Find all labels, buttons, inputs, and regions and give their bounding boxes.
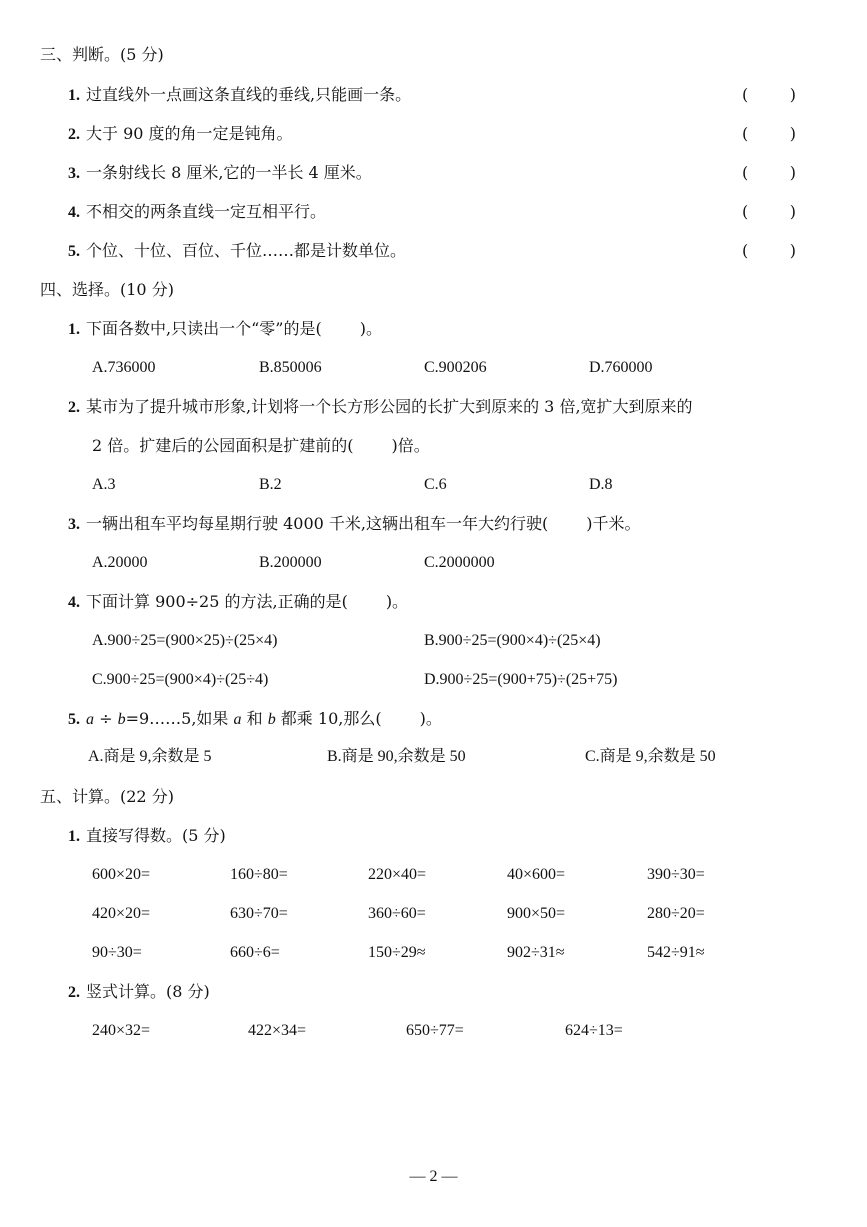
oral-calc-item[interactable]: 150÷29≈	[368, 944, 426, 961]
option-d[interactable]: D.8	[589, 476, 613, 493]
option-c[interactable]: C.2000000	[424, 554, 495, 571]
judge-item-1	[68, 84, 411, 107]
paren-open: (	[742, 202, 749, 221]
oral-calc-item[interactable]: 160÷80=	[230, 866, 288, 883]
operator: ÷	[94, 709, 118, 728]
variable-a: a	[233, 711, 242, 728]
oral-calc-item[interactable]: 90÷30=	[92, 944, 142, 961]
judge-item-5	[68, 240, 406, 263]
item-number: 3.	[68, 516, 80, 533]
oral-calc-item[interactable]: 660÷6=	[230, 944, 280, 961]
calc-q1-title	[68, 825, 226, 848]
question-text: 2 倍。扩建后的公园面积是扩建前的(	[92, 436, 354, 455]
question-text-end: )千米。	[586, 514, 641, 533]
variable-a: a	[86, 711, 94, 728]
option-c[interactable]: C.6	[424, 476, 447, 493]
question-text: 下面各数中,只读出一个“零”的是(	[86, 319, 322, 338]
choice-q2	[68, 396, 693, 419]
vertical-calc-item[interactable]: 650÷77=	[406, 1022, 464, 1039]
paren-close: )	[789, 202, 796, 221]
item-text: 一条射线长 8 厘米,它的一半长 4 厘米。	[86, 163, 372, 182]
option-a[interactable]: A.商是 9,余数是 5	[88, 748, 212, 765]
question-text: 和	[241, 709, 268, 728]
option-b[interactable]: B.商是 90,余数是 50	[327, 748, 466, 765]
oral-calc-item[interactable]: 280÷20=	[647, 905, 705, 922]
option-c[interactable]: C.900206	[424, 359, 487, 376]
oral-calc-item[interactable]: 600×20=	[92, 866, 151, 883]
choice-q4	[68, 591, 408, 614]
paren-open: (	[742, 163, 749, 182]
oral-calc-item[interactable]: 900×50=	[507, 905, 566, 922]
oral-calc-item[interactable]: 902÷31≈	[507, 944, 565, 961]
item-text: 过直线外一点画这条直线的垂线,只能画一条。	[86, 85, 412, 104]
item-number: 4.	[68, 204, 80, 221]
item-number: 5.	[68, 243, 80, 260]
page-number: — 2 —	[409, 1168, 458, 1185]
item-number: 1.	[68, 828, 80, 845]
option-b[interactable]: B.850006	[259, 359, 322, 376]
variable-b: b	[117, 711, 126, 728]
option-c[interactable]: C.900÷25=(900×4)÷(25÷4)	[92, 671, 269, 688]
item-number: 5.	[68, 711, 80, 728]
paren-close: )	[789, 85, 796, 104]
answer-paren-1[interactable]	[742, 84, 796, 106]
paren-close: )	[789, 163, 796, 182]
judge-item-4	[68, 201, 326, 224]
oral-calc-item[interactable]: 542÷91≈	[647, 944, 705, 961]
oral-calc-item[interactable]: 630÷70=	[230, 905, 288, 922]
item-number: 1.	[68, 321, 80, 338]
item-text: 个位、十位、百位、千位……都是计数单位。	[86, 241, 407, 260]
option-a[interactable]: A.900÷25=(900×25)÷(25×4)	[92, 632, 278, 649]
oral-calc-item[interactable]: 40×600=	[507, 866, 566, 883]
question-text: 直接写得数。(5 分)	[86, 826, 226, 845]
vertical-calc-item[interactable]: 422×34=	[248, 1022, 307, 1039]
question-text: 竖式计算。(8 分)	[86, 982, 210, 1001]
answer-paren-3[interactable]	[742, 162, 796, 184]
question-text: 都乘 10,那么(	[275, 709, 382, 728]
question-text-end: )。	[419, 709, 442, 728]
choice-q1	[68, 318, 382, 341]
answer-paren-4[interactable]	[742, 201, 796, 223]
section-4-title: 四、选择。(10 分)	[40, 280, 174, 299]
option-d[interactable]: D.760000	[589, 359, 653, 376]
question-text: =9……5,如果	[125, 709, 234, 728]
option-a[interactable]: A.20000	[92, 554, 148, 571]
paren-close: )	[789, 241, 796, 260]
item-number: 4.	[68, 594, 80, 611]
question-text-end: )。	[385, 592, 409, 611]
judge-item-3	[68, 162, 372, 185]
item-number: 3.	[68, 165, 80, 182]
choice-q2-line2	[92, 435, 430, 457]
option-b[interactable]: B.200000	[259, 554, 322, 571]
option-d[interactable]: D.900÷25=(900+75)÷(25+75)	[424, 671, 618, 688]
item-text: 大于 90 度的角一定是钝角。	[86, 124, 293, 143]
answer-paren-2[interactable]	[742, 123, 796, 145]
item-number: 2.	[68, 984, 80, 1001]
option-c[interactable]: C.商是 9,余数是 50	[585, 748, 716, 765]
option-b[interactable]: B.900÷25=(900×4)÷(25×4)	[424, 632, 601, 649]
oral-calc-item[interactable]: 390÷30=	[647, 866, 705, 883]
option-b[interactable]: B.2	[259, 476, 282, 493]
item-number: 2.	[68, 126, 80, 143]
section-5-title: 五、计算。(22 分)	[40, 787, 174, 806]
item-text: 不相交的两条直线一定互相平行。	[86, 202, 327, 221]
vertical-calc-item[interactable]: 240×32=	[92, 1022, 151, 1039]
paren-open: (	[742, 124, 749, 143]
item-number: 2.	[68, 399, 80, 416]
question-text-end: )倍。	[391, 436, 430, 455]
question-text: 一辆出租车平均每星期行驶 4000 千米,这辆出租车一年大约行驶(	[86, 514, 549, 533]
choice-q3	[68, 513, 640, 536]
question-text: 某市为了提升城市形象,计划将一个长方形公园的长扩大到原来的 3 倍,宽扩大到原来的	[86, 397, 693, 416]
oral-calc-item[interactable]: 420×20=	[92, 905, 151, 922]
judge-item-2	[68, 123, 293, 146]
calc-q2-title	[68, 981, 210, 1004]
paren-open: (	[742, 241, 749, 260]
paren-open: (	[742, 85, 749, 104]
oral-calc-item[interactable]: 220×40=	[368, 866, 427, 883]
section-3-title: 三、判断。(5 分)	[40, 45, 164, 64]
question-text: 下面计算 900÷25 的方法,正确的是(	[86, 592, 348, 611]
option-a[interactable]: A.736000	[92, 359, 156, 376]
variable-b: b	[267, 711, 276, 728]
paren-close: )	[789, 124, 796, 143]
answer-paren-5[interactable]	[742, 240, 796, 262]
item-number: 1.	[68, 87, 80, 104]
question-text-end: )。	[359, 319, 382, 338]
oral-calc-item[interactable]: 360÷60=	[368, 905, 426, 922]
vertical-calc-item[interactable]: 624÷13=	[565, 1022, 623, 1039]
choice-q5	[68, 708, 442, 731]
option-a[interactable]: A.3	[92, 476, 116, 493]
